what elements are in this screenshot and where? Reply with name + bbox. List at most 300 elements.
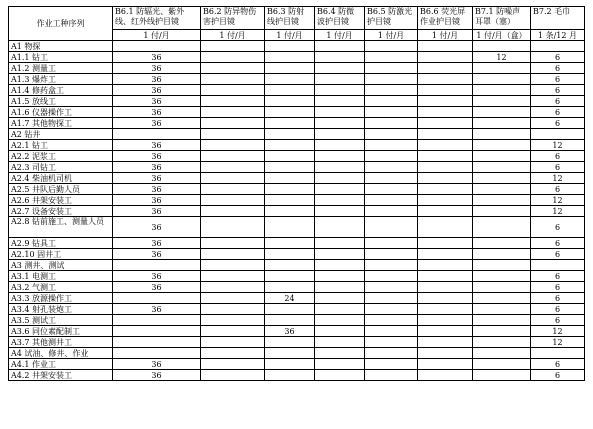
table-cell [365,96,418,107]
table-cell [418,96,473,107]
table-cell [113,315,201,326]
table-cell [365,315,418,326]
table-row [9,370,585,381]
table-cell: 36 [113,206,201,217]
table-cell [265,129,315,140]
table-cell [315,206,365,217]
table-cell [473,217,531,238]
table-cell [315,52,365,63]
table-row [9,41,585,52]
table-cell [201,206,265,217]
table-cell [265,151,315,162]
table-cell [418,107,473,118]
table-cell [473,359,531,370]
table-cell [265,260,315,271]
row-label: A3 测井、测试 [9,260,113,271]
row-label: A3.2 气测工 [9,282,113,293]
table-cell [265,249,315,260]
table-cell [201,348,265,359]
table-cell [365,107,418,118]
table-cell [473,370,531,381]
table-cell [265,162,315,173]
column-unit: 1 付/月 [201,30,265,41]
table-cell: 36 [113,184,201,195]
table-cell: 36 [265,326,315,337]
table-row [9,260,585,271]
table-row [9,326,585,337]
table-cell [473,337,531,348]
row-label: A4 试油、修井、作业 [9,348,113,359]
table-cell [473,293,531,304]
table-cell: 6 [531,85,585,96]
row-label: A2.3 司钻工 [9,162,113,173]
table-cell [365,118,418,129]
table-cell [473,184,531,195]
table-cell: 36 [113,140,201,151]
table-cell: 12 [531,206,585,217]
table-cell: 6 [531,63,585,74]
table-cell [418,129,473,140]
column-header: B7.2 毛巾 [531,7,585,30]
row-label: A2.6 井架安装工 [9,195,113,206]
table-cell [315,129,365,140]
table-cell [418,348,473,359]
row-label: A1 物探 [9,41,113,52]
table-cell [315,271,365,282]
corner-header: 作业工种序列 [9,7,113,41]
table-cell [201,217,265,238]
row-label: A2.9 钻具工 [9,238,113,249]
column-header: B6.6 荧光屏作业护目镜 [418,7,473,30]
table-cell: 36 [113,151,201,162]
row-label: A2.4 柴油机司机 [9,173,113,184]
table-cell [365,359,418,370]
table-cell: 36 [113,74,201,85]
table-cell [265,370,315,381]
table-cell: 36 [113,271,201,282]
table-cell: 36 [113,107,201,118]
table-cell: 6 [531,293,585,304]
table-cell: 36 [113,249,201,260]
table-cell [365,129,418,140]
table-row [9,96,585,107]
table-cell [265,118,315,129]
table-cell: 6 [531,151,585,162]
table-row [9,206,585,217]
table-cell [365,195,418,206]
table-cell [315,315,365,326]
table-cell [113,129,201,140]
table-cell [365,348,418,359]
table-cell [265,206,315,217]
table-row [9,238,585,249]
table-cell [473,238,531,249]
table-cell [315,96,365,107]
table-cell [365,63,418,74]
table-cell [265,337,315,348]
table-cell [531,41,585,52]
table-cell [201,315,265,326]
row-label: A2.7 设备安装工 [9,206,113,217]
row-label: A2.8 钻前施工、测量人员 [9,217,113,238]
row-label: A3.7 其他测井工 [9,337,113,348]
table-cell [265,63,315,74]
table-cell [365,52,418,63]
row-label: A1.4 修药盒工 [9,85,113,96]
table-row [9,315,585,326]
table-cell [418,238,473,249]
table-cell: 6 [531,315,585,326]
header-row [9,7,585,30]
row-label: A3.6 同位素配制工 [9,326,113,337]
table-row [9,107,585,118]
table-cell [113,41,201,52]
table-cell [265,74,315,85]
row-label: A3.1 电测工 [9,271,113,282]
table-cell [113,326,201,337]
table-cell [418,206,473,217]
table-cell: 12 [531,173,585,184]
table-cell [113,337,201,348]
table-cell [315,195,365,206]
table-cell: 6 [531,184,585,195]
table-cell [418,293,473,304]
table-cell: 36 [113,282,201,293]
table-cell [473,41,531,52]
table-cell [418,63,473,74]
table-row [9,63,585,74]
table-cell [315,359,365,370]
table-row [9,184,585,195]
table-cell [315,348,365,359]
table-cell: 36 [113,217,201,238]
table-cell [201,41,265,52]
table-cell: 36 [113,238,201,249]
table-cell [418,41,473,52]
table-cell [418,370,473,381]
table-cell [113,260,201,271]
table-cell: 36 [113,63,201,74]
table-cell [201,140,265,151]
table-cell [265,348,315,359]
table-cell [473,249,531,260]
table-cell [365,162,418,173]
table-cell [201,249,265,260]
row-label: A1.5 放线工 [9,96,113,107]
table-cell [418,304,473,315]
table-cell [201,195,265,206]
table-cell [418,282,473,293]
table-cell [201,96,265,107]
table-cell [365,85,418,96]
table-cell [265,173,315,184]
table-cell [201,359,265,370]
table-cell [201,304,265,315]
table-row [9,118,585,129]
table-cell [201,129,265,140]
table-cell: 36 [113,118,201,129]
table-row [9,249,585,260]
table-cell [201,63,265,74]
row-label: A4.1 作业工 [9,359,113,370]
table-cell [201,293,265,304]
table-cell: 36 [113,370,201,381]
column-header: B6.5 防激光护目镜 [365,7,418,30]
table-cell [315,107,365,118]
table-cell [418,74,473,85]
table-cell [315,74,365,85]
table-cell [201,271,265,282]
table-cell [473,271,531,282]
table-cell [201,52,265,63]
table-cell [315,118,365,129]
row-label: A4.2 井架安装工 [9,370,113,381]
table-row [9,140,585,151]
table-cell [365,74,418,85]
table-cell [315,337,365,348]
table-cell [418,184,473,195]
table-cell [315,238,365,249]
table-cell: 24 [265,293,315,304]
table-row [9,151,585,162]
table-cell [365,249,418,260]
table-cell [418,195,473,206]
table-cell [365,238,418,249]
table-cell [315,173,365,184]
table-cell: 6 [531,370,585,381]
table-cell [265,52,315,63]
table-cell [265,85,315,96]
table-cell [473,107,531,118]
column-header: B6.1 防辐光、紫外线、红外线护目镜 [113,7,201,30]
table-cell [365,326,418,337]
table-cell [418,118,473,129]
table-cell [315,217,365,238]
table-cell: 6 [531,107,585,118]
table-cell [418,249,473,260]
table-cell [365,151,418,162]
table-row [9,162,585,173]
table-cell [473,118,531,129]
table-cell [201,238,265,249]
table-cell [418,162,473,173]
table-cell [265,271,315,282]
row-label: A1.6 仪器操作工 [9,107,113,118]
table-cell [365,293,418,304]
table-cell [315,63,365,74]
table-cell: 36 [113,52,201,63]
table-cell [473,348,531,359]
row-label: A2 钻井 [9,129,113,140]
row-label: A3.5 测试工 [9,315,113,326]
table-cell [473,140,531,151]
table-cell [418,173,473,184]
table-cell [365,41,418,52]
table-cell [315,370,365,381]
table-cell [473,162,531,173]
table-row [9,173,585,184]
table-cell [473,74,531,85]
table-cell [265,184,315,195]
column-header: B6.3 防射线护目镜 [265,7,315,30]
table-cell [315,304,365,315]
table-cell [265,107,315,118]
table-row [9,129,585,140]
table-cell [315,282,365,293]
table-cell [473,63,531,74]
table-cell [418,85,473,96]
table-cell [265,238,315,249]
table-cell [265,140,315,151]
table-cell [201,107,265,118]
table-cell [365,370,418,381]
table-cell [418,337,473,348]
table-cell: 36 [113,162,201,173]
table-cell [418,217,473,238]
table-cell [473,151,531,162]
table-row [9,52,585,63]
table-cell: 36 [113,195,201,206]
table-cell [365,140,418,151]
table-cell [365,304,418,315]
table-cell [418,326,473,337]
table-cell [265,315,315,326]
table-cell [315,326,365,337]
table-cell [201,337,265,348]
column-unit: 1 付/月 [265,30,315,41]
row-label: A1.2 测量工 [9,63,113,74]
table-cell [315,184,365,195]
table-cell: 12 [531,140,585,151]
column-unit: 1 付/月 [418,30,473,41]
table-cell [473,195,531,206]
table-cell [365,184,418,195]
ppe-allocation-table [8,6,585,381]
table-cell [315,249,365,260]
table-cell [265,217,315,238]
table-cell [418,359,473,370]
table-cell [418,271,473,282]
row-label: A2.2 泥浆工 [9,151,113,162]
table-row [9,271,585,282]
table-cell [201,74,265,85]
table-cell [418,315,473,326]
table-cell [473,315,531,326]
table-cell: 36 [113,96,201,107]
column-unit: 1 付/月 [315,30,365,41]
table-row [9,293,585,304]
table-cell [265,304,315,315]
table-cell [365,271,418,282]
table-cell [473,85,531,96]
table-cell: 6 [531,359,585,370]
table-cell [201,162,265,173]
table-cell [113,348,201,359]
table-cell [418,151,473,162]
table-cell [473,129,531,140]
table-cell [418,260,473,271]
table-cell [201,118,265,129]
table-cell [315,140,365,151]
table-cell [265,96,315,107]
table-cell: 6 [531,162,585,173]
table-cell [473,304,531,315]
table-cell [201,370,265,381]
table-cell: 6 [531,282,585,293]
row-label: A1.3 爆炸工 [9,74,113,85]
table-cell [201,184,265,195]
table-cell: 6 [531,217,585,238]
table-cell: 36 [113,304,201,315]
table-row [9,348,585,359]
table-cell [201,326,265,337]
table-cell [473,206,531,217]
table-cell [365,282,418,293]
table-cell [473,326,531,337]
table-cell [315,85,365,96]
table-cell [265,359,315,370]
table-row [9,282,585,293]
table-cell [315,293,365,304]
table-cell: 6 [531,118,585,129]
row-label: A2.10 固井工 [9,249,113,260]
table-cell [418,52,473,63]
row-label: A1.7 其他物探工 [9,118,113,129]
column-header: B6.4 防微波护目镜 [315,7,365,30]
table-cell: 6 [531,96,585,107]
table-row [9,304,585,315]
table-cell: 6 [531,249,585,260]
table-row [9,359,585,370]
table-cell [473,282,531,293]
table-row [9,74,585,85]
table-cell [365,217,418,238]
table-row [9,195,585,206]
table-cell [531,129,585,140]
table-cell [265,195,315,206]
table-cell [531,348,585,359]
table-cell [365,173,418,184]
table-cell [315,151,365,162]
table-cell: 6 [531,304,585,315]
row-label: A3.4 射孔装炮工 [9,304,113,315]
table-cell [201,282,265,293]
row-label: A3.3 放源操作工 [9,293,113,304]
table-cell [201,173,265,184]
column-unit: 1 付/月（盒） [473,30,531,41]
table-cell [365,260,418,271]
table-row [9,85,585,96]
table-cell [201,85,265,96]
table-cell [315,162,365,173]
table-cell: 6 [531,238,585,249]
table-cell [201,151,265,162]
table-cell [531,260,585,271]
table-cell: 36 [113,85,201,96]
table-cell: 36 [113,359,201,370]
column-header: B6.2 防异物伤害护目镜 [201,7,265,30]
table-cell: 12 [531,195,585,206]
table-cell [315,41,365,52]
table-cell [201,260,265,271]
table-cell [473,260,531,271]
table-cell [473,173,531,184]
table-cell: 6 [531,271,585,282]
table-cell [315,260,365,271]
table-cell [365,337,418,348]
table-cell: 6 [531,74,585,85]
table-cell: 36 [113,173,201,184]
